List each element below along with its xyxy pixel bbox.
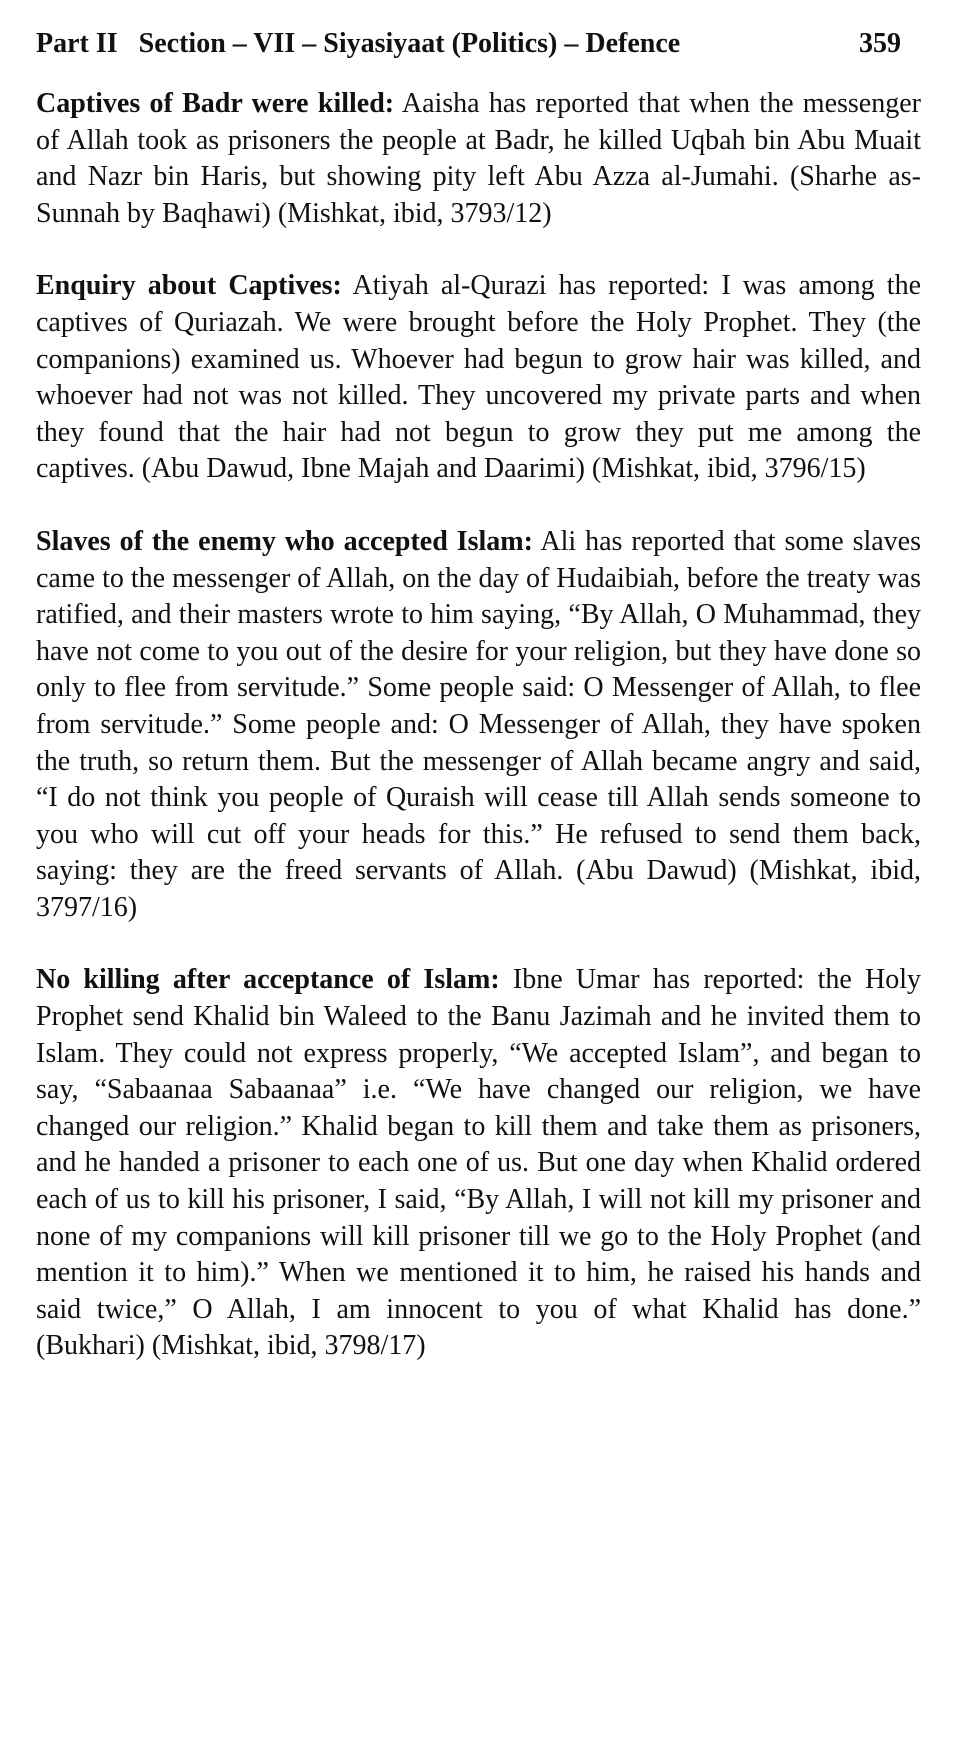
book-page	[36, 24, 921, 1401]
entry-text: Ali has reported that some slaves came to the messenger of Allah, on the day of Hudaibiah, before the treaty was ratified, and their masters wrote to him saying, “By Allah, O Muhammad, they have not come to you out of the desire for your religion, but they have done so only to flee from servitude.” Some people said: O Messenger of Allah, to flee from servitude.” Some people and: O Messenger of Allah, they have spoken the truth, so return them. But the messenger of Allah became angry and said, “I do not think you people of Quraish will cease till Allah sends someone to you who will cut off your heads for this.” He refused to send them back, saying: they are the freed servants of Allah. (Abu Dawud) (Mishkat, ibid, 3797/16)	[36, 525, 921, 923]
entry-captives-of-badr	[36, 86, 921, 232]
entry-enquiry-about-captives	[36, 268, 921, 488]
header-section: Section – VII – Siyasiyaat (Politics) – Defence	[138, 28, 681, 59]
page-content	[36, 86, 921, 1365]
page-number: 359	[859, 28, 901, 59]
entry-text: Atiyah al-Qurazi has reported: I was among the captives of Quriazah. We were brought before the Holy Prophet. They (the companions) examined us. Whoever had begun to grow hair was killed, and whoever had not was not killed. They uncovered my private parts and when they found that the hair had not begun to grow they put me among the captives. (Abu Dawud, Ibne Majah and Daarimi) (Mishkat, ibid, 3796/15)	[36, 270, 921, 485]
entry-heading: Captives of Badr were killed:	[36, 88, 395, 119]
header-part: Part II	[36, 28, 118, 59]
entry-no-killing-after-islam	[36, 962, 921, 1365]
entry-heading: No killing after acceptance of Islam:	[36, 964, 500, 996]
entry-heading: Enquiry about Captives:	[36, 270, 342, 302]
running-header	[36, 24, 921, 64]
entry-heading: Slaves of the enemy who accepted Islam:	[36, 525, 533, 557]
entry-text: Aaisha has reported that when the messenger of Allah took as prisoners the people at Badr, he killed Uqbah bin Abu Muait and Nazr bin Haris, but showing pity left Abu Azza al-Jumahi. (Sharhe as-Sunnah by Baqhawi) (Mishkat, ibid, 3793/12)	[36, 88, 921, 229]
entry-text: Ibne Umar has reported: the Holy Prophet send Khalid bin Waleed to the Banu Jazimah and he invited them to Islam. They could not express properly, “We accepted Islam”, and began to say, “Sabaanaa Sabaanaa” i.e. “We have changed our religion, we have changed our religion.” Khalid began to kill them and take them as prisoners, and he handed a prisoner to each one of us. But one day when Khalid ordered each of us to kill his prisoner, I said, “By Allah, I will not kill my prisoner and none of my companions will kill prisoner till we go to the Holy Prophet (and mention it to him).” When we mentioned it to him, he raised his hands and said twice,” O Allah, I am innocent to you of what Khalid has done.” (Bukhari) (Mishkat, ibid, 3798/17)	[36, 964, 921, 1362]
header-title	[36, 24, 680, 64]
entry-slaves-of-the-enemy	[36, 524, 921, 927]
